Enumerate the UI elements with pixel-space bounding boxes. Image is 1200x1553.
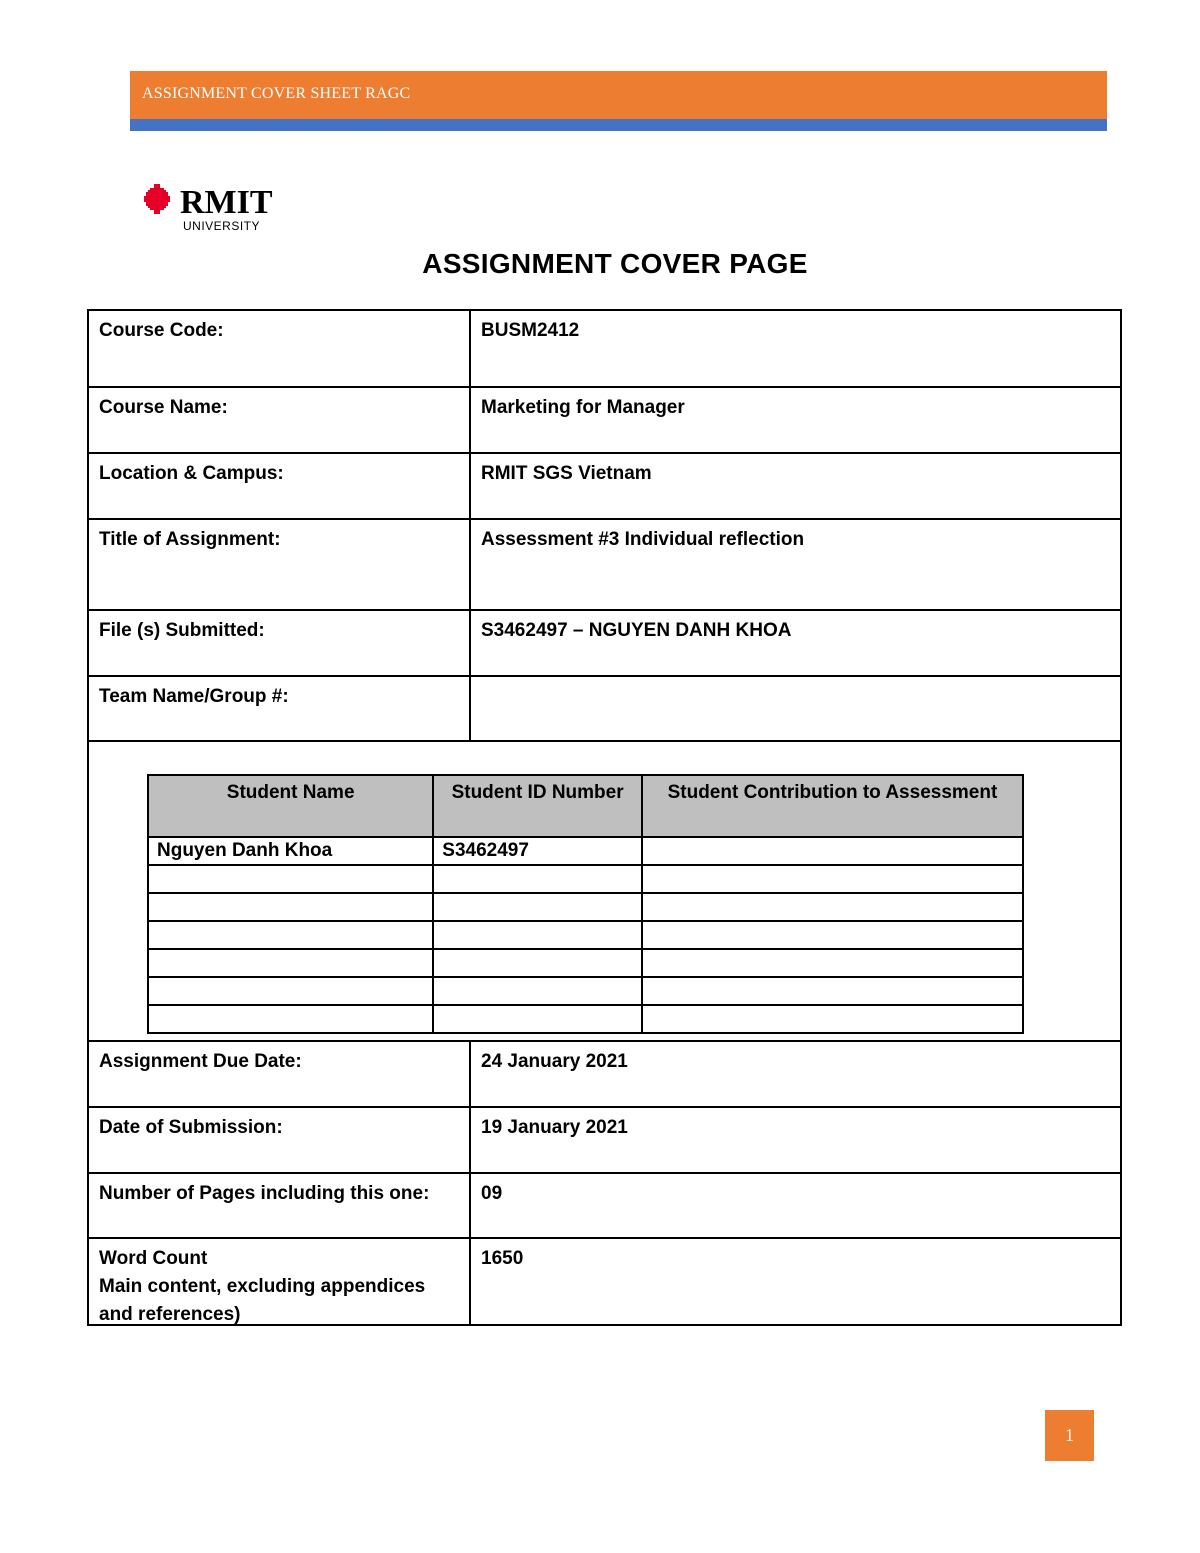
cell-student-id bbox=[433, 1005, 642, 1033]
table-row bbox=[148, 977, 1023, 1005]
label-assignment-title: Title of Assignment: bbox=[89, 520, 471, 609]
header-student-name: Student Name bbox=[148, 775, 433, 837]
value-team-name bbox=[471, 677, 1120, 740]
label-word-count-title: Word Count bbox=[99, 1248, 208, 1269]
table-row bbox=[148, 865, 1023, 893]
label-course-name: Course Name: bbox=[89, 388, 471, 452]
value-word-count: 1650 bbox=[481, 1248, 524, 1269]
cell-student-name bbox=[148, 865, 433, 893]
value-page-count: 09 bbox=[481, 1183, 503, 1204]
label-due-date: Assignment Due Date: bbox=[89, 1042, 471, 1106]
row-team-name bbox=[89, 677, 1120, 742]
cell-student-id bbox=[433, 893, 642, 921]
value-course-name: Marketing for Manager bbox=[481, 397, 685, 418]
label-page-count: Number of Pages including this one: bbox=[89, 1174, 471, 1237]
value-due-date: 24 January 2021 bbox=[481, 1051, 628, 1072]
label-submission-date: Date of Submission: bbox=[89, 1108, 471, 1172]
row-word-count bbox=[89, 1239, 1120, 1326]
value-location: RMIT SGS Vietnam bbox=[481, 463, 652, 484]
page-number: 1 bbox=[1045, 1410, 1094, 1461]
header-stripe bbox=[130, 119, 1107, 131]
label-location: Location & Campus: bbox=[89, 454, 471, 518]
row-submission-date bbox=[89, 1108, 1120, 1174]
header-student-contribution: Student Contribution to Assessment bbox=[642, 775, 1023, 837]
page-title: ASSIGNMENT COVER PAGE bbox=[422, 248, 808, 279]
cell-student-name bbox=[148, 893, 433, 921]
row-due-date bbox=[89, 1042, 1120, 1108]
logo-subtitle: UNIVERSITY bbox=[183, 219, 261, 233]
table-row bbox=[148, 1005, 1023, 1033]
table-row bbox=[148, 837, 1023, 865]
cell-student-name bbox=[148, 1005, 433, 1033]
header-student-id: Student ID Number bbox=[433, 775, 642, 837]
cell-student-id: S3462497 bbox=[433, 837, 642, 865]
row-files-submitted bbox=[89, 611, 1120, 677]
cell-student-contribution bbox=[642, 977, 1023, 1005]
header-text: ASSIGNMENT COVER SHEET RAGC bbox=[142, 85, 411, 102]
label-team-name: Team Name/Group #: bbox=[89, 677, 471, 740]
students-table bbox=[147, 774, 1024, 1034]
students-section bbox=[89, 742, 1120, 1042]
label-word-count-note: Main content, excluding appendices and references) bbox=[99, 1276, 426, 1325]
value-assignment-title: Assessment #3 Individual reflection bbox=[481, 529, 805, 550]
table-row bbox=[148, 893, 1023, 921]
value-files-submitted: S3462497 – NGUYEN DANH KHOA bbox=[481, 620, 792, 641]
rmit-pixel-logo-icon bbox=[144, 184, 170, 214]
cell-student-name bbox=[148, 921, 433, 949]
table-row bbox=[148, 921, 1023, 949]
cell-student-name: Nguyen Danh Khoa bbox=[148, 837, 433, 865]
row-course-code bbox=[89, 311, 1120, 388]
value-course-code: BUSM2412 bbox=[481, 320, 580, 341]
students-header-row bbox=[148, 775, 1023, 837]
label-course-code: Course Code: bbox=[89, 311, 471, 386]
cell-student-id bbox=[433, 977, 642, 1005]
cell-student-contribution bbox=[642, 893, 1023, 921]
label-word-count bbox=[89, 1239, 471, 1326]
cell-student-contribution bbox=[642, 1005, 1023, 1033]
rmit-logo bbox=[140, 178, 290, 238]
table-row bbox=[148, 949, 1023, 977]
cell-student-id bbox=[433, 865, 642, 893]
cell-student-id bbox=[433, 921, 642, 949]
row-location bbox=[89, 454, 1120, 520]
cell-student-contribution bbox=[642, 837, 1023, 865]
cell-student-contribution bbox=[642, 865, 1023, 893]
row-assignment-title bbox=[89, 520, 1120, 611]
cell-student-name bbox=[148, 949, 433, 977]
logo-name: RMIT bbox=[180, 184, 273, 221]
cell-student-name bbox=[148, 977, 433, 1005]
cell-student-id bbox=[433, 949, 642, 977]
header-band bbox=[130, 71, 1107, 119]
cell-student-contribution bbox=[642, 921, 1023, 949]
row-course-name bbox=[89, 388, 1120, 454]
value-submission-date: 19 January 2021 bbox=[481, 1117, 628, 1138]
cell-student-contribution bbox=[642, 949, 1023, 977]
row-page-count bbox=[89, 1174, 1120, 1239]
cover-form bbox=[87, 309, 1122, 1326]
label-files-submitted: File (s) Submitted: bbox=[89, 611, 471, 675]
